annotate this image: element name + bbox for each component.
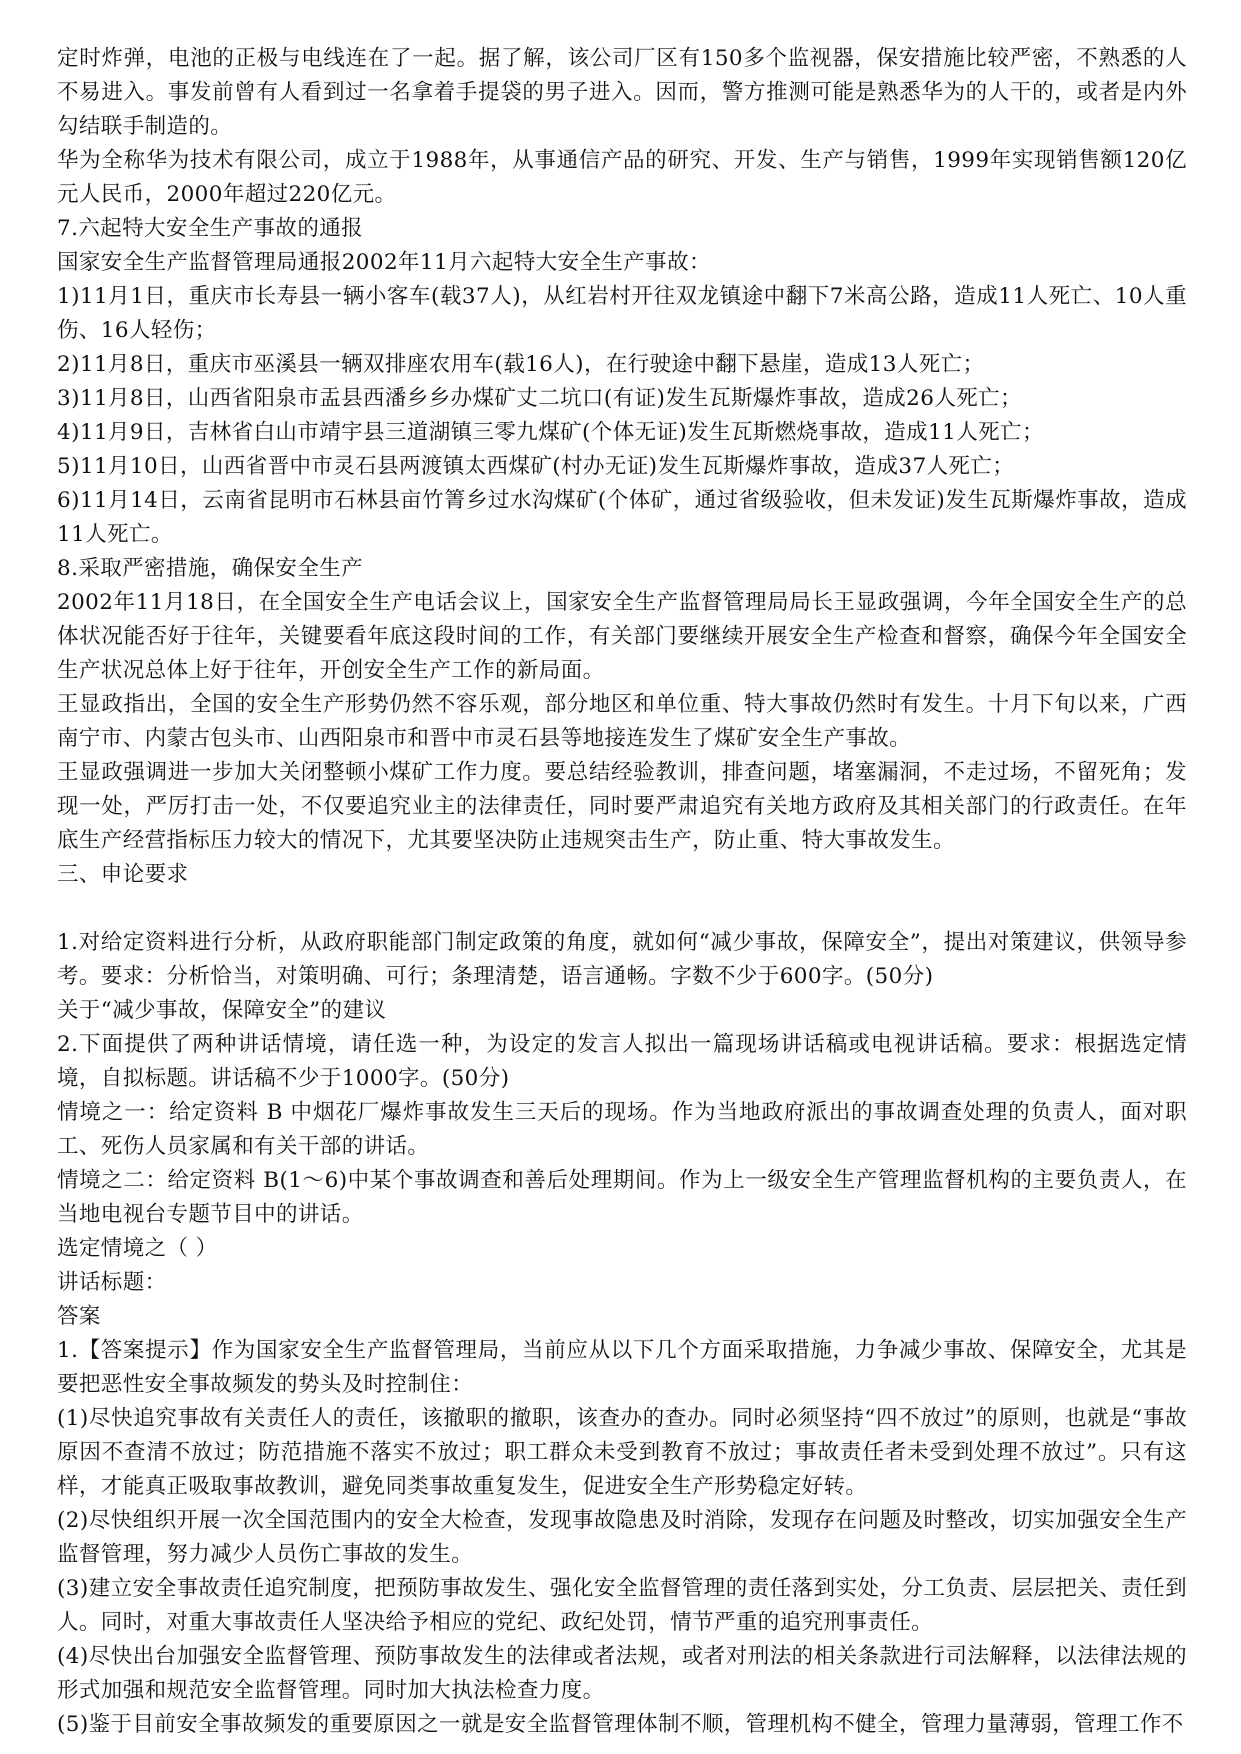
answer-point-2: (2)尽快组织开展一次全国范围内的安全大检查，发现事故隐患及时消除，发现存在问题及时整改，切实加强安全生产监督管理，努力减少人员伤亡事故的发生。	[57, 1508, 1187, 1567]
question-1: 1.对给定资料进行分析，从政府职能部门制定政策的角度，就如何“减少事故，保障安全”，提出对策建议，供领导参考。要求：分析恰当，对策明确、可行；条理清楚，语言通畅。字数不少于600字。(50分)	[57, 930, 1187, 989]
question-2: 2.下面提供了两种讲话情境，请任选一种，为设定的发言人拟出一篇现场讲话稿或电视讲话稿。要求：根据选定情境，自拟标题。讲话稿不少于1000字。(50分)	[57, 1032, 1187, 1091]
accident-item-6: 6)11月14日，云南省昆明市石林县亩竹箐乡过水沟煤矿(个体矿，通过省级验收，但未发证)发生瓦斯爆炸事故，造成11人死亡。	[57, 488, 1187, 547]
accident-item-5: 5)11月10日，山西省晋中市灵石县两渡镇太西煤矿(村办无证)发生瓦斯爆炸事故，造成37人死亡；	[57, 454, 1015, 479]
paragraph-bulletin-intro: 国家安全生产监督管理局通报2002年11月六起特大安全生产事故：	[57, 250, 711, 275]
paragraph-conference: 2002年11月18日，在全国安全生产电话会议上，国家安全生产监督管理局局长王显政强调，今年全国安全生产的总体状况能否好于往年，关键要看年底这段时间的工作，有关部门要继续开展安全生产检查和督察，确保今年全国安全生产状况总体上好于往年，开创安全生产工作的新局面。	[57, 590, 1187, 683]
section-heading-six-accidents: 7.六起特大安全生产事故的通报	[57, 216, 364, 241]
answer-point-5: (5)鉴于目前安全事故频发的重要原因之一就是安全监督管理体制不顺，管理机构不健全，管理力量薄弱，管理工作不	[57, 1712, 1184, 1737]
blank-line	[57, 892, 1187, 926]
accident-item-1: 1)11月1日，重庆市长寿县一辆小客车(载37人)，从红岩村开往双龙镇途中翻下7米高公路，造成11人死亡、10人重伤、16人轻伤；	[57, 284, 1187, 343]
section-heading-safety-measures: 8.采取严密措施，确保安全生产	[57, 556, 364, 581]
section-heading-requirements: 三、申论要求	[57, 862, 189, 887]
answer-hint-intro: 1.【答案提示】作为国家安全生产监督管理局，当前应从以下几个方面采取措施，力争减少事故、保障安全，尤其是要把恶性安全事故频发的势头及时控制住：	[57, 1338, 1187, 1397]
answer-point-1: (1)尽快追究事故有关责任人的责任，该撤职的撤职，该查办的查办。同时必须坚持“四不放过”的原则，也就是“事故原因不查清不放过；防范措施不落实不放过；职工群众未受到教育不放过；事故责任者未受到处理不放过”。只有这样，才能真正吸取事故教训，避免同类事故重复发生，促进安全生产形势稳定好转。	[57, 1406, 1187, 1499]
scenario-2: 情境之二：给定资料 B(1～6)中某个事故调查和善后处理期间。作为上一级安全生产管理监督机构的主要负责人，在当地电视台专题节目中的讲话。	[57, 1168, 1187, 1227]
paragraph-bomb-description: 定时炸弹，电池的正极与电线连在了一起。据了解，该公司厂区有150多个监视器，保安措施比较严密，不熟悉的人不易进入。事发前曾有人看到过一名拿着手提袋的男子进入。因而，警方推测可能是熟悉华为的人干的，或者是内外勾结联手制造的。	[57, 46, 1187, 139]
answer-point-3: (3)建立安全事故责任追究制度，把预防事故发生、强化安全监督管理的责任落到实处，分工负责、层层把关、责任到人。同时，对重大事故责任人坚决给予相应的党纪、政纪处罚，情节严重的追究刑事责任。	[57, 1576, 1187, 1635]
answer-point-4: (4)尽快出台加强安全监督管理、预防事故发生的法律或者法规，或者对刑法的相关条款进行司法解释，以法律法规的形式加强和规范安全监督管理。同时加大执法检查力度。	[57, 1644, 1187, 1703]
paragraph-coal-mine-rectification: 王显政强调进一步加大关闭整顿小煤矿工作力度。要总结经验教训，排查问题，堵塞漏洞，不走过场，不留死角；发现一处，严厉打击一处，不仅要追究业主的法律责任，同时要严肃追究有关地方政府及其相关部门的行政责任。在年底生产经营指标压力较大的情况下，尤其要坚决防止违规突击生产，防止重、特大事故发生。	[57, 760, 1187, 853]
document-page	[57, 42, 1187, 1742]
paragraph-situation: 王显政指出，全国的安全生产形势仍然不容乐观，部分地区和单位重、特大事故仍然时有发生。十月下旬以来，广西南宁市、内蒙古包头市、山西阳泉市和晋中市灵石县等地接连发生了煤矿安全生产事故。	[57, 692, 1187, 751]
question-1-title: 关于“减少事故，保障安全”的建议	[57, 998, 387, 1023]
selected-scenario-line: 选定情境之（ ）	[57, 1236, 218, 1261]
answer-heading: 答案	[57, 1304, 101, 1329]
accident-item-3: 3)11月8日，山西省阳泉市盂县西潘乡乡办煤矿丈二坑口(有证)发生瓦斯爆炸事故，造成26人死亡；	[57, 386, 1022, 411]
speech-title-line: 讲话标题：	[57, 1270, 167, 1295]
accident-item-4: 4)11月9日，吉林省白山市靖宇县三道湖镇三零九煤矿(个体无证)发生瓦斯燃烧事故，造成11人死亡；	[57, 420, 1044, 445]
scenario-1: 情境之一：给定资料 B 中烟花厂爆炸事故发生三天后的现场。作为当地政府派出的事故调查处理的负责人，面对职工、死伤人员家属和有关干部的讲话。	[57, 1100, 1187, 1159]
paragraph-huawei-intro: 华为全称华为技术有限公司，成立于1988年，从事通信产品的研究、开发、生产与销售，1999年实现销售额120亿元人民币，2000年超过220亿元。	[57, 148, 1187, 207]
accident-item-2: 2)11月8日，重庆市巫溪县一辆双排座农用车(载16人)，在行驶途中翻下悬崖，造成13人死亡；	[57, 352, 985, 377]
